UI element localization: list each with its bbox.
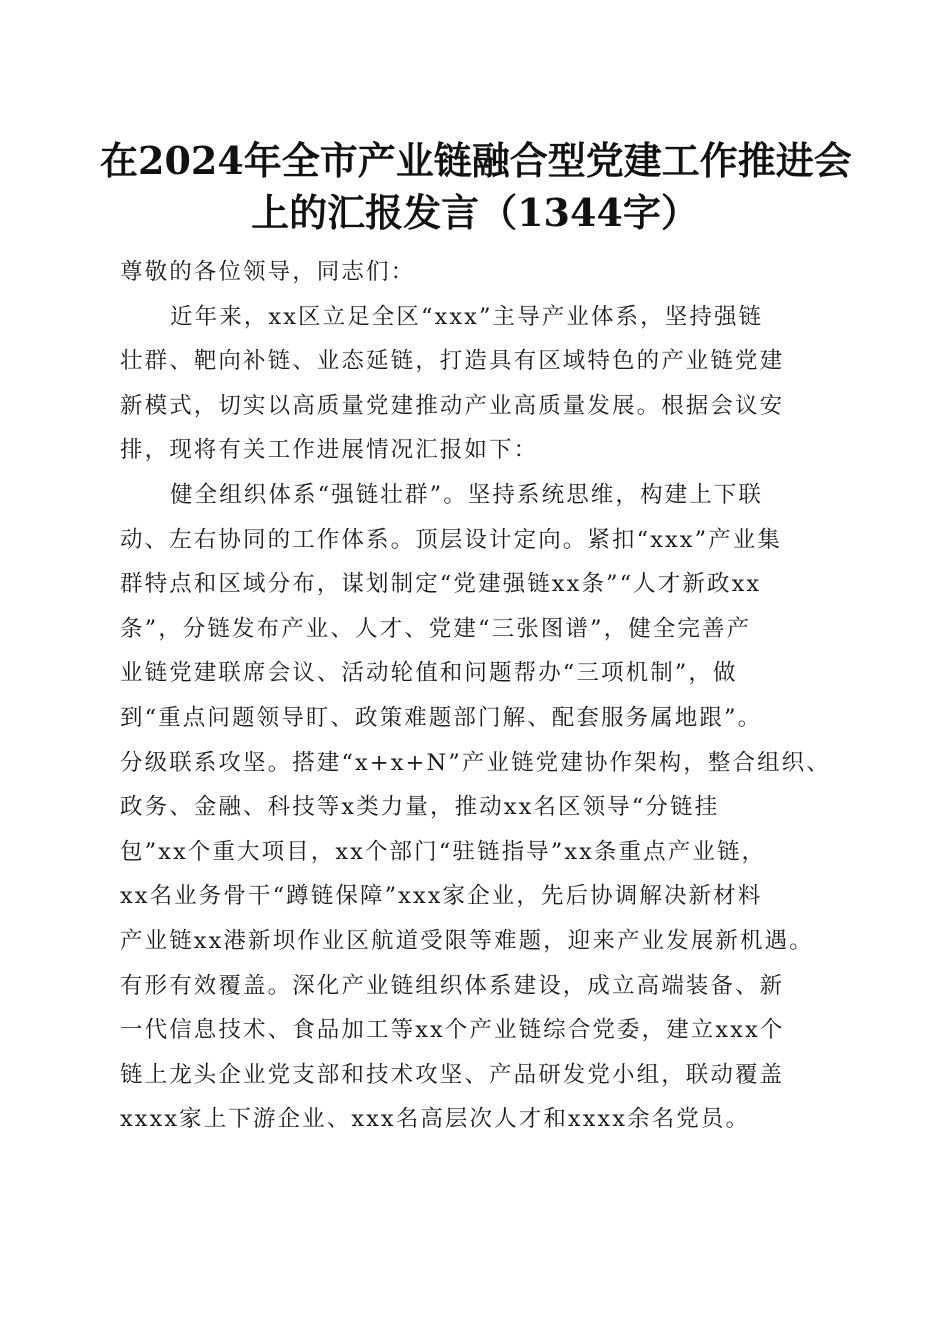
paragraph-line: 业链党建联席会议、活动轮值和问题帮办“三项机制”，做 [120, 660, 738, 687]
title-line-1: 在2024年全市产业链融合型党建工作推进会 [100, 138, 852, 183]
paragraph-line: 链上龙头企业党支部和技术攻坚、产品研发党小组，联动覆盖 [120, 1061, 785, 1088]
paragraph-line: 条”，分链发布产业、人才、党建“三张图谱”，健全完善产 [120, 615, 752, 642]
paragraph-line: 新模式，切实以高质量党建推动产业高质量发展。根据会议安 [120, 392, 785, 419]
document-title [100, 135, 850, 239]
paragraph-line: 排，现将有关工作进展情况汇报如下： [120, 437, 539, 464]
paragraph-line: 壮群、靶向补链、业态延链，打造具有区域特色的产业链党建 [120, 348, 785, 375]
paragraph-line: 分级联系攻坚。搭建“x+x+N”产业链党建协作架构，整合组织、 [120, 749, 831, 776]
paragraph-line: 一代信息技术、食品加工等xx个产业链综合党委，建立xxx个 [120, 1017, 785, 1044]
paragraph-line: xxxx家上下游企业、xxx名高层次人才和xxxx余名党员。 [120, 1106, 751, 1133]
paragraph-line: 政务、金融、科技等x类力量，推动xx名区领导“分链挂 [120, 794, 720, 821]
paragraph-intro [120, 295, 832, 473]
paragraph-line: 到“重点问题领导盯、政策难题部门解、配套服务属地跟”。 [120, 704, 763, 731]
greeting: 尊敬的各位领导，同志们： [120, 259, 416, 285]
paragraph-line: 产业链xx港新坝作业区航道受限等难题，迎来产业发展新机遇。 [120, 927, 814, 954]
paragraph-line: 健全组织体系“强链壮群”。坚持系统思维，构建上下联 [170, 481, 764, 508]
paragraph-line: xx名业务骨干“蹲链保障”xxx家企业，先后协调解决新材料 [120, 883, 763, 910]
paragraph-line: 包”xx个重大项目，xx个部门“驻链指导”xx条重点产业链， [120, 838, 767, 865]
document-body [120, 250, 832, 1142]
paragraph-line: 有形有效覆盖。深化产业链组织体系建设，成立高端装备、新 [120, 972, 785, 999]
paragraph-line: 近年来，xx区立足全区“xxx”主导产业体系，坚持强链 [170, 303, 764, 330]
paragraph-line: 群特点和区域分布，谋划制定“党建强链xx条”“人才新政xx [120, 571, 762, 598]
paragraph-line: 动、左右协同的工作体系。顶层设计定向。紧扣“xxx”产业集 [120, 526, 782, 553]
title-line-2: 上的汇报发言（1344字） [251, 190, 699, 235]
paragraph-organization [120, 473, 832, 1142]
